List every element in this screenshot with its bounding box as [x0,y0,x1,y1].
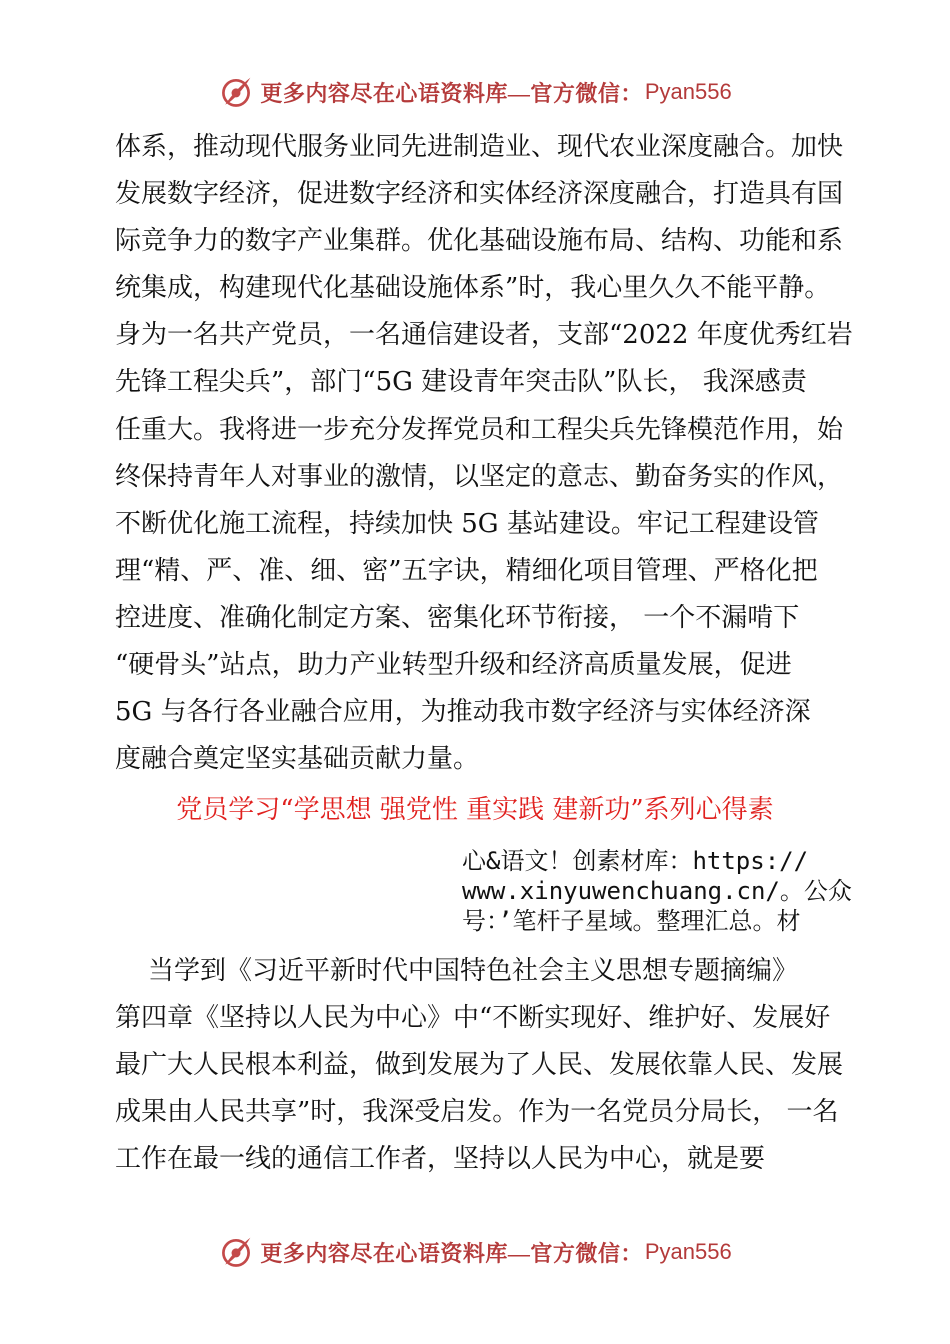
banner-text: 更多内容尽在心语资料库—官方微信： [260,1240,643,1266]
paragraph-2 [115,948,860,1183]
quill-pen-logo-icon [218,74,254,110]
watermark-line: 心&语文！创素材库：https:// [462,847,809,875]
text-line: 终保持青年人对事业的激情，以坚定的意志、勤奋务实的作风， [115,461,844,492]
banner-handle: Pyan556 [644,1239,732,1264]
text-line: 统集成，构建现代化基础设施体系”时，我心里久久不能平静。 [115,273,831,304]
text-line: 5G 与各行各业融合应用，为推动我市数字经济与实体经济深 [115,697,811,728]
text-line: “硬骨头”站点，助力产业转型升级和经济高质量发展，促进 [115,650,792,681]
section-heading: 党员学习“学思想 强党性 重实践 建新功”系列心得素 [176,795,774,825]
text-line: 工作在最一线的通信工作者，坚持以人民为中心，就是要 [115,1144,766,1175]
banner-handle: Pyan556 [644,79,732,104]
text-line: 先锋工程尖兵”，部门“5G 建设青年突击队”队长， 我深感责 [115,367,807,398]
text-line: 际竞争力的数字产业集群。优化基础设施布局、结构、功能和系 [115,226,844,257]
source-watermark [462,846,862,936]
text-line: 理“精、严、准、细、密”五字诀，精细化项目管理、严格化把 [115,555,818,586]
text-line: 成果由人民共享”时，我深受启发。作为一名党员分局长， 一名 [115,1097,839,1128]
text-line: 身为一名共产党员，一名通信建设者，支部“2022 年度优秀红岩 [115,320,853,351]
text-line: 度融合奠定坚实基础贡献力量。 [115,744,480,775]
watermark-line: www.xinyuwenchuang.cn/。公众 [462,877,852,905]
text-line: 控进度、准确化制定方案、密集化环节衔接， 一个不漏啃下 [115,602,800,633]
watermark-line: 号：’笔杆子星域。整理汇总。材 [462,907,801,935]
text-line: 不断优化施工流程，持续加快 5G 基站建设。牢记工程建设管 [115,508,819,539]
paragraph-1 [115,124,860,783]
quill-pen-logo-icon [218,1234,254,1270]
text-line: 发展数字经济，促进数字经济和实体经济深度融合，打造具有国 [115,179,844,210]
text-line: 最广大人民根本利益，做到发展为了人民、发展依靠人民、发展 [115,1050,844,1081]
banner-text: 更多内容尽在心语资料库—官方微信： [260,80,643,106]
header-banner [0,72,950,112]
text-line: 任重大。我将进一步充分发挥党员和工程尖兵先锋模范作用，始 [115,414,844,445]
text-line: 第四章《坚持以人民为中心》中“不断实现好、维护好、发展好 [115,1003,831,1034]
text-line: 体系，推动现代服务业同先进制造业、现代农业深度融合。加快 [115,132,844,162]
footer-banner [0,1232,950,1272]
text-line: 当学到《习近平新时代中国特色社会主义思想专题摘编》 [115,956,799,986]
